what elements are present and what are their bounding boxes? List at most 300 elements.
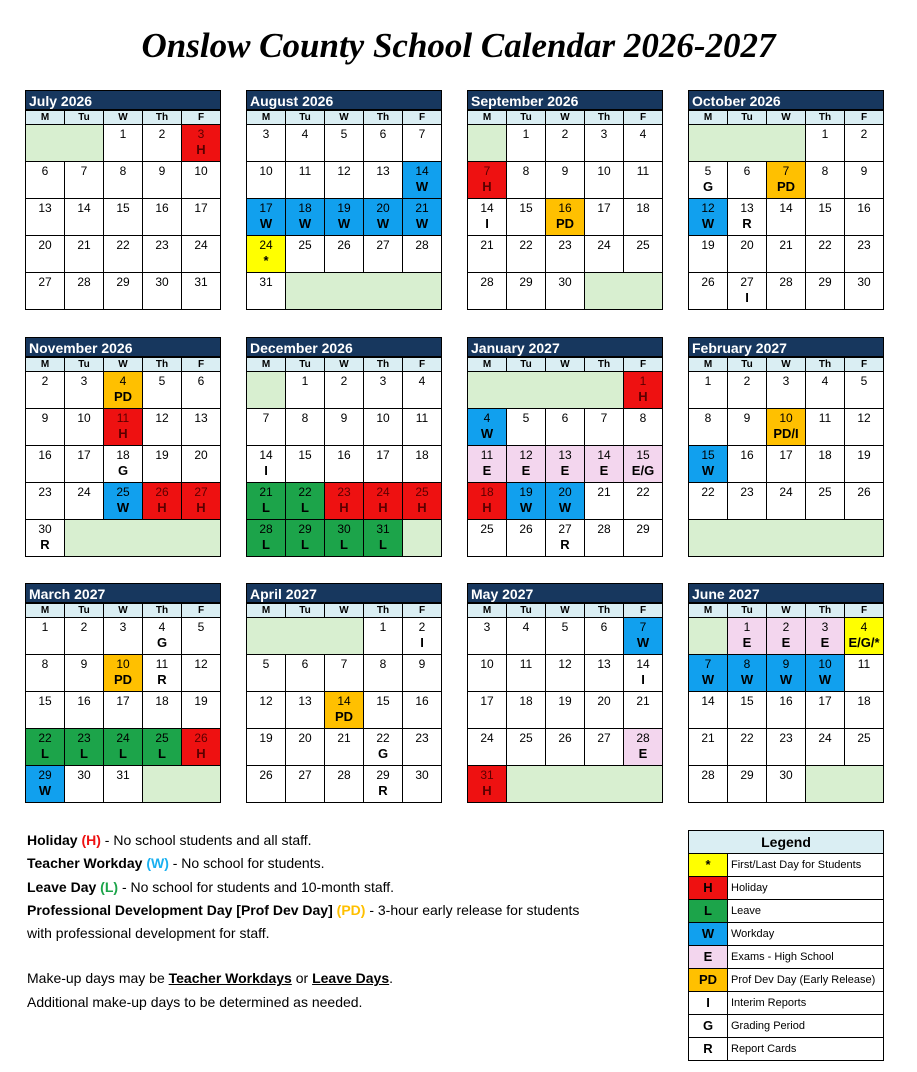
day-number: 25 bbox=[857, 731, 871, 745]
day-number: 23 bbox=[740, 485, 754, 499]
day-number: 5 bbox=[561, 620, 569, 634]
day-code: I bbox=[420, 635, 424, 650]
day-number: 26 bbox=[857, 485, 871, 499]
day-cell bbox=[728, 729, 767, 766]
day-cell bbox=[286, 125, 325, 162]
day-number: 7 bbox=[639, 620, 647, 634]
day-number: 16 bbox=[779, 694, 793, 708]
day-cell bbox=[546, 446, 585, 483]
day-cell bbox=[325, 520, 364, 557]
day-number: 8 bbox=[379, 657, 387, 671]
day-cell bbox=[468, 273, 507, 310]
day-code: E bbox=[521, 463, 531, 478]
day-cell bbox=[585, 692, 624, 729]
weekday-header: Tu bbox=[286, 358, 325, 372]
day-cell bbox=[403, 483, 442, 520]
day-number: 19 bbox=[701, 238, 715, 252]
weekday-header: F bbox=[403, 604, 442, 618]
weekday-header: Tu bbox=[728, 604, 767, 618]
day-cell bbox=[26, 692, 65, 729]
day-number: 16 bbox=[155, 201, 169, 215]
day-code: PD bbox=[776, 179, 796, 194]
day-cell bbox=[143, 692, 182, 729]
day-cell bbox=[546, 273, 585, 310]
day-code: G bbox=[156, 635, 168, 650]
day-number: 17 bbox=[597, 201, 611, 215]
page-title: Onslow County School Calendar 2026-2027 bbox=[141, 26, 776, 65]
day-number: 11 bbox=[298, 164, 312, 178]
month-calendar bbox=[688, 90, 884, 310]
weekday-header: F bbox=[624, 604, 663, 618]
blank-cell bbox=[26, 125, 104, 162]
day-code: W bbox=[415, 216, 429, 231]
day-cell bbox=[624, 483, 663, 520]
day-code: E bbox=[820, 635, 830, 650]
day-cell bbox=[364, 655, 403, 692]
month-title: June 2027 bbox=[688, 583, 884, 603]
weekday-header: Tu bbox=[286, 111, 325, 125]
day-number: 20 bbox=[376, 201, 390, 215]
day-number: 1 bbox=[522, 127, 530, 141]
day-cell bbox=[65, 199, 104, 236]
weekday-header: W bbox=[104, 604, 143, 618]
day-cell bbox=[26, 273, 65, 310]
day-cell bbox=[585, 483, 624, 520]
day-cell bbox=[546, 236, 585, 273]
month-calendar bbox=[25, 337, 221, 557]
day-number: 26 bbox=[259, 768, 273, 782]
day-number: 15 bbox=[636, 448, 650, 462]
day-number: 10 bbox=[779, 411, 793, 425]
weekday-header: W bbox=[325, 358, 364, 372]
day-cell bbox=[325, 125, 364, 162]
weekday-header: Th bbox=[364, 111, 403, 125]
day-number: 29 bbox=[740, 768, 754, 782]
day-number: 9 bbox=[418, 657, 426, 671]
day-cell bbox=[325, 655, 364, 692]
day-code: W bbox=[376, 216, 390, 231]
day-number: 24 bbox=[480, 731, 494, 745]
day-cell bbox=[65, 446, 104, 483]
month-calendar bbox=[246, 90, 442, 310]
day-number: 31 bbox=[259, 275, 273, 289]
day-number: 12 bbox=[701, 201, 715, 215]
day-number: 21 bbox=[337, 731, 351, 745]
legend-label: Exams - High School bbox=[731, 951, 834, 963]
day-number: 14 bbox=[259, 448, 273, 462]
day-cell bbox=[507, 409, 546, 446]
legend-row bbox=[689, 877, 883, 900]
day-number: 7 bbox=[704, 657, 712, 671]
weekday-header: Th bbox=[585, 604, 624, 618]
day-number: 18 bbox=[415, 448, 429, 462]
day-code: L bbox=[301, 537, 309, 552]
day-code: H bbox=[417, 500, 427, 515]
day-number: 15 bbox=[701, 448, 715, 462]
day-number: 10 bbox=[194, 164, 208, 178]
legend-row bbox=[689, 992, 883, 1015]
day-cell bbox=[104, 409, 143, 446]
day-number: 14 bbox=[597, 448, 611, 462]
day-cell bbox=[728, 655, 767, 692]
day-number: 11 bbox=[857, 657, 871, 671]
day-cell bbox=[104, 655, 143, 692]
day-number: 4 bbox=[821, 374, 829, 388]
day-cell bbox=[247, 766, 286, 803]
day-code: L bbox=[301, 500, 309, 515]
day-cell bbox=[286, 483, 325, 520]
day-number: 6 bbox=[41, 164, 49, 178]
day-number: 24 bbox=[77, 485, 91, 499]
day-number: 10 bbox=[77, 411, 91, 425]
day-number: 30 bbox=[558, 275, 572, 289]
note-leave: Leave Day (L) - No school for students and 10-month staff. bbox=[27, 878, 395, 895]
weekday-header: Th bbox=[143, 604, 182, 618]
day-number: 5 bbox=[340, 127, 348, 141]
day-number: 23 bbox=[38, 485, 52, 499]
day-cell bbox=[286, 692, 325, 729]
day-number: 28 bbox=[597, 522, 611, 536]
day-code: L bbox=[379, 537, 387, 552]
weekday-header: F bbox=[182, 604, 221, 618]
month-calendar bbox=[25, 583, 221, 803]
day-code: L bbox=[80, 746, 88, 761]
day-number: 15 bbox=[818, 201, 832, 215]
day-cell bbox=[845, 446, 884, 483]
day-number: 25 bbox=[415, 485, 429, 499]
day-number: 1 bbox=[704, 374, 712, 388]
day-cell bbox=[507, 520, 546, 557]
day-number: 16 bbox=[38, 448, 52, 462]
day-cell bbox=[26, 729, 65, 766]
day-number: 2 bbox=[41, 374, 49, 388]
day-number: 19 bbox=[194, 694, 208, 708]
day-cell bbox=[689, 236, 728, 273]
day-cell bbox=[143, 618, 182, 655]
legend-code: * bbox=[689, 854, 728, 876]
day-number: 30 bbox=[779, 768, 793, 782]
day-code: W bbox=[779, 672, 793, 687]
day-number: 21 bbox=[415, 201, 429, 215]
day-cell bbox=[26, 409, 65, 446]
day-number: 9 bbox=[561, 164, 569, 178]
day-code: G bbox=[377, 746, 389, 761]
day-cell bbox=[468, 618, 507, 655]
day-number: 1 bbox=[639, 374, 647, 388]
day-cell bbox=[247, 125, 286, 162]
day-cell bbox=[143, 446, 182, 483]
weekday-header: Th bbox=[143, 358, 182, 372]
day-cell bbox=[468, 655, 507, 692]
day-number: 20 bbox=[298, 731, 312, 745]
day-number: 30 bbox=[337, 522, 351, 536]
day-code: G bbox=[117, 463, 129, 478]
day-number: 10 bbox=[597, 164, 611, 178]
day-number: 11 bbox=[116, 411, 130, 425]
day-cell bbox=[585, 618, 624, 655]
month-calendar bbox=[246, 337, 442, 557]
day-code: R bbox=[742, 216, 752, 231]
day-number: 13 bbox=[740, 201, 754, 215]
day-code: H bbox=[482, 179, 492, 194]
day-cell bbox=[325, 409, 364, 446]
day-cell bbox=[845, 655, 884, 692]
day-cell bbox=[26, 483, 65, 520]
weekday-header: Tu bbox=[286, 604, 325, 618]
day-number: 5 bbox=[522, 411, 530, 425]
weekday-header: W bbox=[767, 604, 806, 618]
weekday-header: W bbox=[325, 604, 364, 618]
day-number: 11 bbox=[818, 411, 832, 425]
day-cell bbox=[286, 766, 325, 803]
day-cell bbox=[286, 372, 325, 409]
day-number: 2 bbox=[418, 620, 426, 634]
day-number: 26 bbox=[194, 731, 208, 745]
day-number: 4 bbox=[418, 374, 426, 388]
day-number: 18 bbox=[116, 448, 130, 462]
day-cell bbox=[767, 409, 806, 446]
day-number: 31 bbox=[116, 768, 130, 782]
day-number: 25 bbox=[519, 731, 533, 745]
day-cell bbox=[728, 162, 767, 199]
day-cell bbox=[546, 618, 585, 655]
day-cell bbox=[767, 692, 806, 729]
blank-cell bbox=[507, 766, 663, 803]
day-number: 7 bbox=[340, 657, 348, 671]
day-number: 22 bbox=[376, 731, 390, 745]
day-number: 22 bbox=[636, 485, 650, 499]
day-number: 20 bbox=[558, 485, 572, 499]
day-number: 25 bbox=[636, 238, 650, 252]
day-cell bbox=[325, 446, 364, 483]
day-cell bbox=[468, 162, 507, 199]
note-additional: Additional make-up days to be determined as needed. bbox=[27, 993, 363, 1010]
day-code: W bbox=[337, 216, 351, 231]
day-number: 23 bbox=[155, 238, 169, 252]
day-cell bbox=[806, 655, 845, 692]
legend-row bbox=[689, 854, 883, 877]
day-cell bbox=[728, 372, 767, 409]
day-number: 16 bbox=[740, 448, 754, 462]
day-cell bbox=[104, 273, 143, 310]
day-number: 10 bbox=[480, 657, 494, 671]
day-cell bbox=[728, 618, 767, 655]
day-number: 29 bbox=[818, 275, 832, 289]
day-number: 26 bbox=[337, 238, 351, 252]
day-number: 28 bbox=[636, 731, 650, 745]
day-number: 11 bbox=[415, 411, 429, 425]
day-cell bbox=[286, 655, 325, 692]
day-cell bbox=[507, 199, 546, 236]
weekday-header: M bbox=[468, 111, 507, 125]
day-cell bbox=[403, 692, 442, 729]
day-cell bbox=[286, 729, 325, 766]
weekday-header: Tu bbox=[65, 111, 104, 125]
weekday-header: F bbox=[624, 358, 663, 372]
day-number: 7 bbox=[483, 164, 491, 178]
day-cell bbox=[65, 409, 104, 446]
day-cell bbox=[507, 692, 546, 729]
day-code: W bbox=[116, 500, 130, 515]
day-cell bbox=[845, 729, 884, 766]
day-cell bbox=[767, 618, 806, 655]
weekday-header: Th bbox=[143, 111, 182, 125]
month-title: April 2027 bbox=[246, 583, 442, 603]
day-number: 6 bbox=[743, 164, 751, 178]
weekday-header: Th bbox=[806, 604, 845, 618]
day-cell bbox=[585, 729, 624, 766]
day-number: 10 bbox=[259, 164, 273, 178]
day-cell bbox=[546, 162, 585, 199]
day-cell bbox=[143, 199, 182, 236]
day-cell bbox=[286, 409, 325, 446]
day-cell bbox=[468, 692, 507, 729]
day-cell bbox=[728, 692, 767, 729]
legend-row bbox=[689, 923, 883, 946]
day-cell bbox=[624, 372, 663, 409]
day-number: 17 bbox=[259, 201, 273, 215]
day-cell bbox=[507, 162, 546, 199]
legend-code: G bbox=[689, 1015, 728, 1037]
day-cell bbox=[403, 766, 442, 803]
day-cell bbox=[65, 372, 104, 409]
day-number: 17 bbox=[818, 694, 832, 708]
day-number: 17 bbox=[77, 448, 91, 462]
day-cell bbox=[26, 766, 65, 803]
day-cell bbox=[689, 409, 728, 446]
day-cell bbox=[624, 199, 663, 236]
legend-code: PD bbox=[689, 969, 728, 991]
day-code: W bbox=[415, 179, 429, 194]
month-title: February 2027 bbox=[688, 337, 884, 357]
day-number: 27 bbox=[376, 238, 390, 252]
day-cell bbox=[143, 655, 182, 692]
day-cell bbox=[728, 236, 767, 273]
legend-label: First/Last Day for Students bbox=[731, 859, 862, 871]
day-cell bbox=[624, 692, 663, 729]
day-cell bbox=[806, 446, 845, 483]
weekday-header: Tu bbox=[507, 604, 546, 618]
note-pd: Professional Development Day [Prof Dev Day] (PD) - 3-hour early release for students bbox=[27, 901, 580, 918]
legend-label: Report Cards bbox=[731, 1043, 797, 1055]
day-number: 24 bbox=[194, 238, 208, 252]
day-number: 21 bbox=[636, 694, 650, 708]
day-code: E bbox=[560, 463, 570, 478]
day-cell bbox=[403, 236, 442, 273]
day-cell bbox=[182, 372, 221, 409]
day-cell bbox=[403, 618, 442, 655]
day-number: 7 bbox=[80, 164, 88, 178]
day-cell bbox=[143, 483, 182, 520]
day-cell bbox=[468, 446, 507, 483]
day-cell bbox=[546, 692, 585, 729]
day-number: 23 bbox=[415, 731, 429, 745]
day-number: 7 bbox=[418, 127, 426, 141]
blank-cell bbox=[689, 125, 806, 162]
day-number: 17 bbox=[376, 448, 390, 462]
day-number: 4 bbox=[301, 127, 309, 141]
day-cell bbox=[247, 409, 286, 446]
blank-cell bbox=[585, 273, 663, 310]
day-cell bbox=[767, 372, 806, 409]
day-cell bbox=[104, 236, 143, 273]
day-number: 30 bbox=[77, 768, 91, 782]
day-cell bbox=[364, 729, 403, 766]
day-number: 6 bbox=[379, 127, 387, 141]
day-cell bbox=[806, 692, 845, 729]
day-number: 2 bbox=[340, 374, 348, 388]
day-number: 28 bbox=[77, 275, 91, 289]
day-cell bbox=[624, 729, 663, 766]
day-cell bbox=[624, 520, 663, 557]
day-cell bbox=[325, 483, 364, 520]
day-cell bbox=[143, 236, 182, 273]
day-cell bbox=[325, 162, 364, 199]
day-number: 8 bbox=[522, 164, 530, 178]
day-cell bbox=[845, 273, 884, 310]
month-title: July 2026 bbox=[25, 90, 221, 110]
day-code: W bbox=[38, 783, 52, 798]
day-cell bbox=[845, 372, 884, 409]
day-number: 10 bbox=[376, 411, 390, 425]
weekday-header: Tu bbox=[728, 111, 767, 125]
weekday-header: Tu bbox=[507, 111, 546, 125]
weekday-header: W bbox=[104, 358, 143, 372]
note-pd-cont: with professional development for staff. bbox=[27, 925, 270, 942]
day-number: 28 bbox=[779, 275, 793, 289]
day-number: 13 bbox=[558, 448, 572, 462]
day-number: 14 bbox=[636, 657, 650, 671]
weekday-header: Th bbox=[364, 358, 403, 372]
day-code: PD bbox=[555, 216, 575, 231]
day-cell bbox=[403, 729, 442, 766]
day-number: 15 bbox=[298, 448, 312, 462]
day-number: 7 bbox=[600, 411, 608, 425]
day-cell bbox=[624, 446, 663, 483]
legend-code: L bbox=[689, 900, 728, 922]
day-cell bbox=[585, 446, 624, 483]
day-number: 12 bbox=[857, 411, 871, 425]
day-cell bbox=[689, 766, 728, 803]
day-number: 18 bbox=[519, 694, 533, 708]
legend-title: Legend bbox=[689, 831, 883, 854]
day-cell bbox=[845, 125, 884, 162]
day-cell bbox=[806, 125, 845, 162]
day-cell bbox=[585, 655, 624, 692]
day-cell bbox=[26, 236, 65, 273]
legend-code: R bbox=[689, 1038, 728, 1060]
day-number: 22 bbox=[298, 485, 312, 499]
day-code: H bbox=[339, 500, 349, 515]
day-cell bbox=[182, 446, 221, 483]
day-cell bbox=[325, 199, 364, 236]
day-cell bbox=[546, 483, 585, 520]
day-cell bbox=[728, 766, 767, 803]
day-cell bbox=[26, 162, 65, 199]
day-number: 11 bbox=[636, 164, 650, 178]
day-cell bbox=[65, 483, 104, 520]
day-cell bbox=[585, 125, 624, 162]
weekday-header: F bbox=[403, 111, 442, 125]
day-number: 8 bbox=[639, 411, 647, 425]
day-cell bbox=[65, 273, 104, 310]
day-number: 2 bbox=[860, 127, 868, 141]
day-cell bbox=[468, 409, 507, 446]
weekday-header: Tu bbox=[507, 358, 546, 372]
legend-code: E bbox=[689, 946, 728, 968]
weekday-header: Tu bbox=[728, 358, 767, 372]
weekday-header: F bbox=[403, 358, 442, 372]
